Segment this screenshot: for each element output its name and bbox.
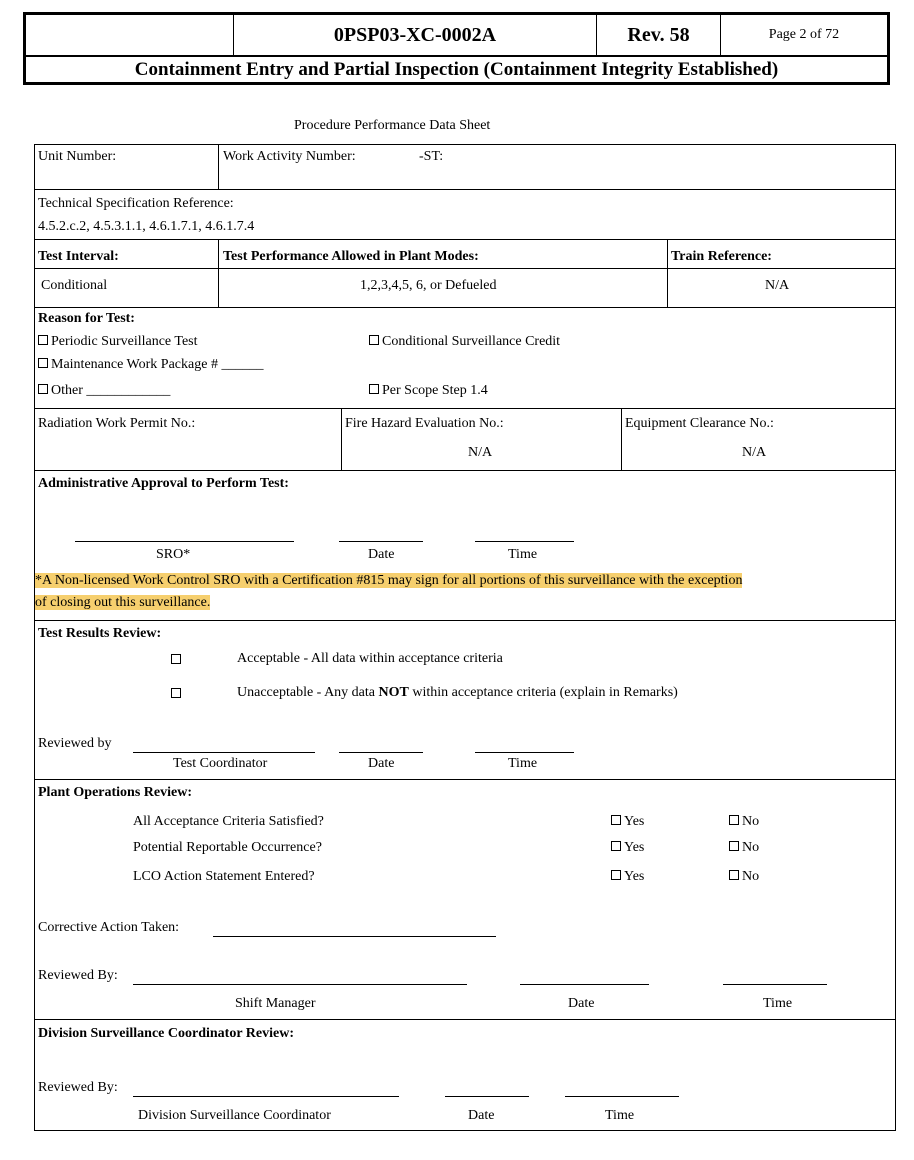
checkbox-icon[interactable] <box>369 384 379 394</box>
division-coordinator-date-caption: Date <box>468 1108 495 1123</box>
division-coordinator-time-caption: Time <box>605 1108 635 1123</box>
q2-yes-option[interactable]: Yes <box>611 840 644 856</box>
shift-manager-signature-line[interactable] <box>133 984 467 985</box>
division-coordinator-time-line[interactable] <box>565 1096 679 1097</box>
unit-number-label: Unit Number: <box>38 149 117 164</box>
corrective-action-line[interactable] <box>213 936 496 937</box>
question-lco-action: LCO Action Statement Entered? <box>133 869 315 884</box>
maintenance-package-option[interactable]: Maintenance Work Package # ______ <box>38 357 263 373</box>
q2-no-option[interactable]: No <box>729 840 759 856</box>
rwp-label: Radiation Work Permit No.: <box>38 416 196 431</box>
checkbox-icon[interactable] <box>38 335 48 345</box>
acceptable-checkbox-icon[interactable] <box>171 654 181 664</box>
checkbox-icon[interactable] <box>611 841 621 851</box>
sro-signature-line[interactable] <box>75 541 294 542</box>
shift-manager-caption: Shift Manager <box>235 996 316 1011</box>
tech-spec-value: 4.5.2.c.2, 4.5.3.1.1, 4.6.1.7.1, 4.6.1.7.4 <box>38 219 255 234</box>
per-scope-option[interactable]: Per Scope Step 1.4 <box>369 383 488 399</box>
test-coordinator-date-line[interactable] <box>339 752 423 753</box>
checkbox-icon[interactable] <box>729 815 739 825</box>
test-coordinator-date-caption: Date <box>368 756 395 771</box>
checkbox-icon[interactable] <box>369 335 379 345</box>
division-review-label: Division Surveillance Coordinator Review: <box>38 1026 295 1041</box>
plant-ops-label: Plant Operations Review: <box>38 785 192 800</box>
plant-modes-value: 1,2,3,4,5, 6, or Defueled <box>360 278 497 293</box>
train-reference-value: N/A <box>765 278 790 293</box>
checkbox-icon[interactable] <box>729 870 739 880</box>
checkbox-icon[interactable] <box>38 358 48 368</box>
q1-no-option[interactable]: No <box>729 814 759 830</box>
reason-label: Reason for Test: <box>38 311 135 326</box>
reviewed-by-label: Reviewed by <box>38 736 112 751</box>
unacceptable-label: Unacceptable - Any data NOT within acceptance criteria (explain in Remarks) <box>237 685 678 700</box>
division-reviewed-by-label: Reviewed By: <box>38 1080 118 1095</box>
test-coordinator-signature-line[interactable] <box>133 752 315 753</box>
q3-yes-option[interactable]: Yes <box>611 869 644 885</box>
question-reportable-occurrence: Potential Reportable Occurrence? <box>133 840 322 855</box>
checkbox-icon[interactable] <box>611 870 621 880</box>
fire-hazard-label: Fire Hazard Evaluation No.: <box>345 416 504 431</box>
unacceptable-checkbox-icon[interactable] <box>171 688 181 698</box>
sro-note-line-2: of closing out this surveillance. <box>35 595 211 610</box>
division-coordinator-signature-line[interactable] <box>133 1096 399 1097</box>
revision-number: Rev. 58 <box>627 23 690 46</box>
checkbox-icon[interactable] <box>729 841 739 851</box>
procedure-number: 0PSP03-XC-0002A <box>333 23 497 46</box>
page-number: Page 2 of 72 <box>768 27 840 42</box>
q1-yes-option[interactable]: Yes <box>611 814 644 830</box>
tech-spec-label: Technical Specification Reference: <box>38 196 234 211</box>
division-coordinator-caption: Division Surveillance Coordinator <box>138 1108 331 1123</box>
sro-time-caption: Time <box>508 547 538 562</box>
fire-hazard-value: N/A <box>468 445 493 460</box>
test-coordinator-caption: Test Coordinator <box>173 756 268 771</box>
conditional-credit-option[interactable]: Conditional Surveillance Credit <box>369 334 560 350</box>
checkbox-icon[interactable] <box>611 815 621 825</box>
shift-manager-date-caption: Date <box>568 996 595 1011</box>
admin-approval-label: Administrative Approval to Perform Test: <box>38 476 289 491</box>
plant-modes-label: Test Performance Allowed in Plant Modes: <box>223 249 479 264</box>
corrective-action-label: Corrective Action Taken: <box>38 920 180 935</box>
q3-no-option[interactable]: No <box>729 869 759 885</box>
document-header <box>23 12 890 85</box>
question-acceptance-criteria: All Acceptance Criteria Satisfied? <box>133 814 324 829</box>
test-interval-label: Test Interval: <box>38 249 119 264</box>
equipment-clearance-value: N/A <box>742 445 767 460</box>
train-reference-label: Train Reference: <box>671 249 772 264</box>
sro-date-caption: Date <box>368 547 395 562</box>
shift-reviewed-by-label: Reviewed By: <box>38 968 118 983</box>
equipment-clearance-label: Equipment Clearance No.: <box>625 416 774 431</box>
shift-manager-time-line[interactable] <box>723 984 827 985</box>
acceptable-label: Acceptable - All data within acceptance criteria <box>237 651 503 666</box>
shift-manager-time-caption: Time <box>763 996 793 1011</box>
periodic-surveillance-option[interactable]: Periodic Surveillance Test <box>38 334 198 350</box>
test-results-label: Test Results Review: <box>38 626 162 641</box>
sro-date-line[interactable] <box>339 541 423 542</box>
procedure-title: Containment Entry and Partial Inspection (Containment Integrity Established) <box>134 58 779 80</box>
sro-note-line-1: *A Non-licensed Work Control SRO with a Certification #815 may sign for all portions of this surveillance with the exception <box>35 573 743 588</box>
test-interval-value: Conditional <box>41 278 108 293</box>
test-coordinator-time-line[interactable] <box>475 752 574 753</box>
st-label: -ST: <box>419 149 444 164</box>
performance-data-sheet <box>34 144 896 1131</box>
division-coordinator-date-line[interactable] <box>445 1096 529 1097</box>
sheet-title: Procedure Performance Data Sheet <box>294 118 491 133</box>
work-activity-label: Work Activity Number: <box>223 149 356 164</box>
checkbox-icon[interactable] <box>38 384 48 394</box>
other-option[interactable]: Other ____________ <box>38 383 170 399</box>
sro-time-line[interactable] <box>475 541 574 542</box>
test-coordinator-time-caption: Time <box>508 756 538 771</box>
shift-manager-date-line[interactable] <box>520 984 649 985</box>
sro-caption: SRO* <box>156 547 191 562</box>
